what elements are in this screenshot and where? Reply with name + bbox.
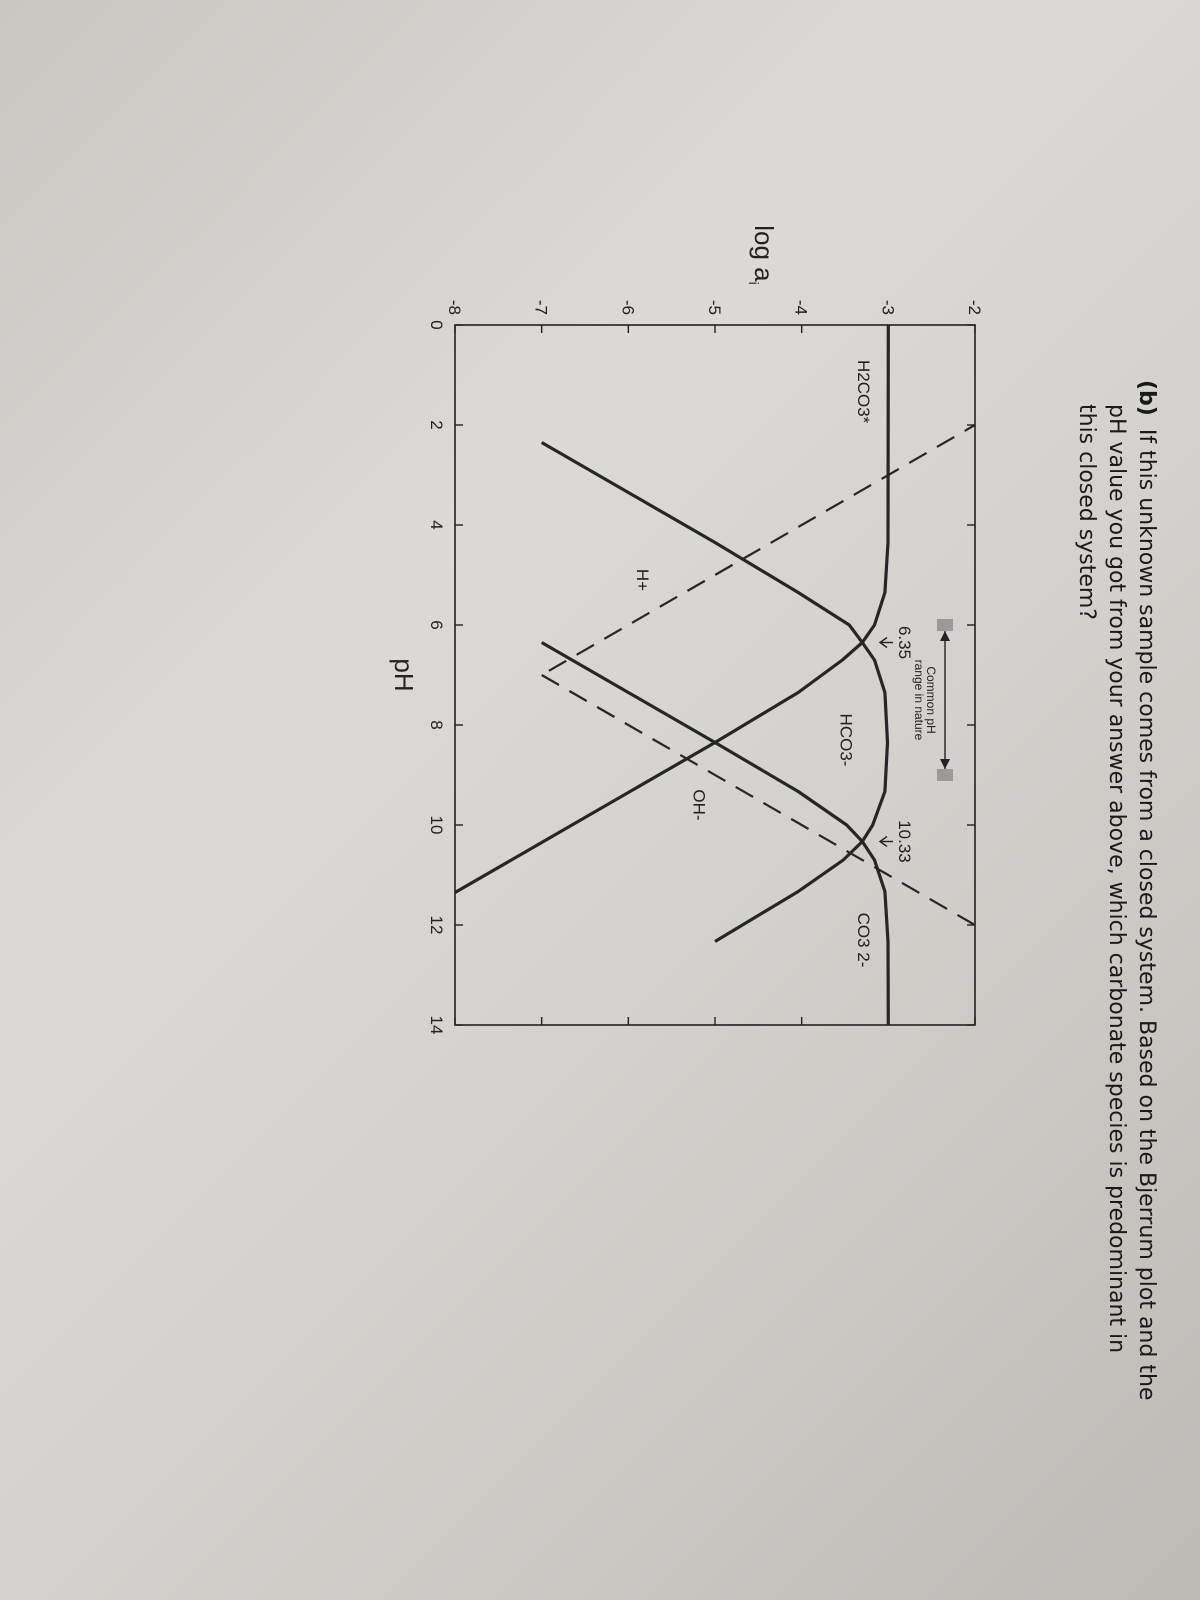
common-range-marker-right [937, 769, 953, 781]
series-line-hco3 [542, 443, 888, 942]
x-axis-title: pH [389, 658, 419, 692]
y-tick-label: -7 [531, 299, 551, 315]
common-range-subtitle: range in nature [912, 659, 926, 741]
y-tick-label: -6 [618, 299, 638, 315]
common-range-marker-left [937, 619, 953, 631]
y-tick-label: -8 [445, 299, 464, 315]
x-tick-label: 12 [427, 915, 446, 935]
x-tick-label: 10 [427, 815, 446, 835]
bjerrum-plot [368, 225, 1148, 1034]
y-tick-label: -5 [705, 299, 724, 315]
y-tick-label: -2 [965, 299, 984, 315]
label-co3: CO3 2- [854, 912, 873, 968]
y-tick-label: -3 [878, 299, 898, 315]
pk1-label: 6.35 [895, 625, 914, 660]
label-h2co3: H2CO3* [854, 360, 873, 424]
common-range-title: Common pH [924, 666, 938, 734]
plot-frame [455, 325, 975, 1025]
question-label: (b) [1134, 380, 1159, 416]
question-line-1: If this unknown sample comes from a closed system. Based on the Bjerrum plot and the [1134, 428, 1159, 1401]
curves [368, 325, 1148, 1025]
question-line-2: pH value you got from your answer above, which carbonate species is predominant in [1104, 404, 1129, 1354]
y-axis-title: $\log a_i$ [746, 225, 779, 285]
x-tick-label: 14 [427, 1015, 446, 1035]
svg-text:(b) If this unknown samp [1134, 380, 1159, 1400]
pk2-label: 10.33 [895, 820, 914, 863]
arrow-head-left [940, 631, 950, 641]
series-line-co32 [542, 643, 889, 1026]
arrow-head-right [940, 759, 950, 769]
y-tick-label: -4 [791, 299, 811, 315]
label-hco3: HCO3- [836, 713, 856, 767]
label-oh-minus: OH- [689, 789, 709, 821]
x-tick-label: 0 [427, 320, 446, 330]
x-tick-label: 8 [427, 720, 446, 730]
series-line-h2co3 [368, 325, 888, 943]
x-tick-label: 4 [427, 520, 446, 530]
question-line-3: this closed system? [1074, 404, 1099, 620]
y-axis-title-sub: i [746, 281, 762, 285]
question-text [1074, 380, 1159, 1400]
x-tick-label: 6 [427, 620, 446, 630]
label-h-plus: H+ [633, 568, 652, 592]
x-tick-label: 2 [427, 420, 446, 430]
